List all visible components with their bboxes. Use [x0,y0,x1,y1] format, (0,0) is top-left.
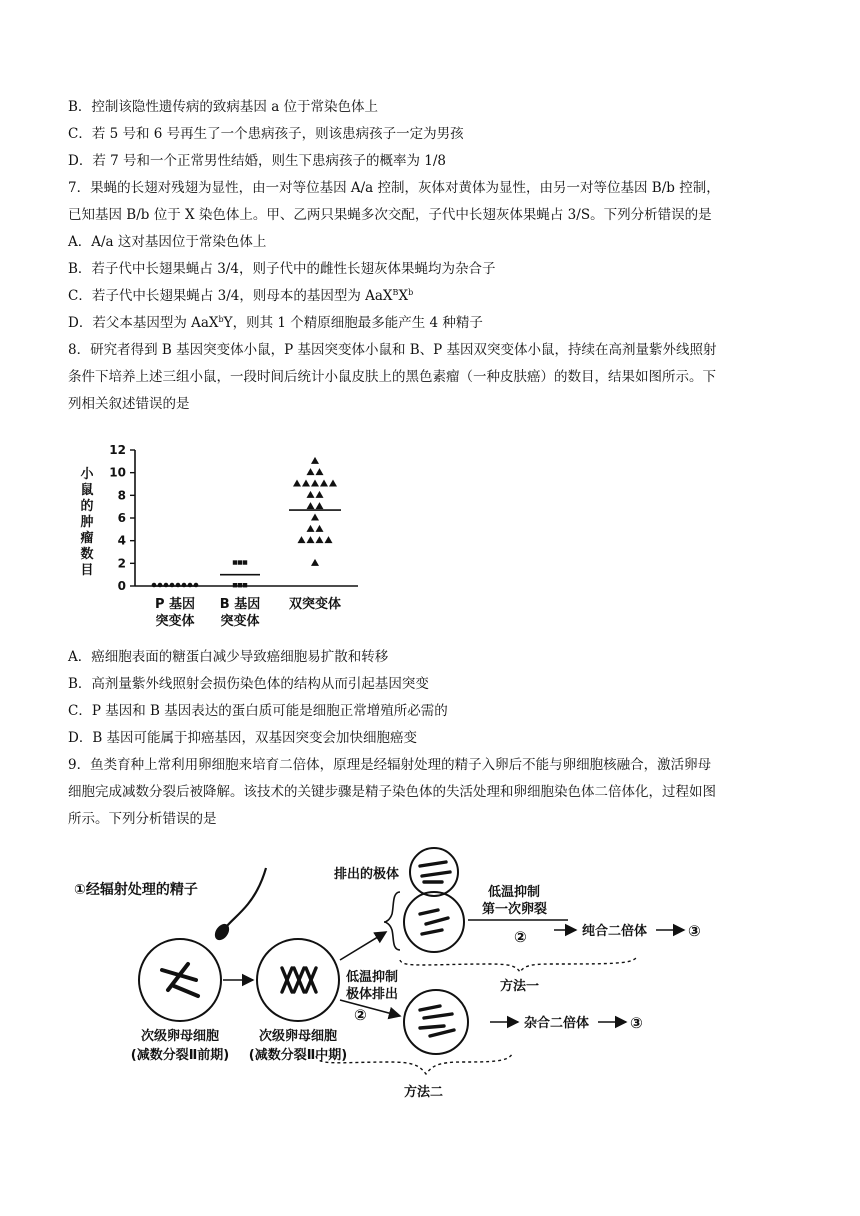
chart-ylabel [80,467,94,578]
q7-option-d-post: Y，则其 1 个精原细胞最多能产生 4 种精子 [223,315,483,331]
data-point [238,583,242,587]
oocyte-prophase-cell [139,939,221,1021]
q7-option-d-sup: b [218,315,224,324]
method1-step-label2: 第一次卵裂 [482,902,548,917]
q7-option-a: A．A/a 这对基因位于常染色体上 [68,234,267,250]
method2-label: 方法二 [404,1085,444,1100]
data-point [307,536,315,543]
ylabel-char: 的 [80,499,94,514]
method1-result: 纯合二倍体 [582,924,648,939]
ylabel-char: 瘤 [80,531,94,546]
data-point [311,457,319,464]
q8-stem-line2: 条件下培养上述三组小鼠，一段时间后统计小鼠皮肤上的黑色素瘤（一种皮肤癌）的数目，结果如图所示。下 [68,369,716,385]
q9-stem-line3: 所示。下列分析错误的是 [68,811,217,827]
data-point [302,480,310,487]
method2-step-label2: 极体排出 [346,987,399,1002]
q9-stem-line1: 9．鱼类育种上常利用卵细胞来培育二倍体，原理是经辐射处理的精子入卵后不能与卵细胞核融合，激活卵母 [68,757,712,773]
q8-option-c: C．P 基因和 B 基因表达的蛋白质可能是细胞正常增殖所必需的 [68,703,448,719]
category-label: P 基因 [154,597,196,612]
y-tick-label: 0 [117,579,126,593]
data-point [316,468,324,475]
y-tick-label: 8 [117,488,126,503]
data-point [307,525,315,532]
y-tick-label: 2 [117,556,126,571]
method1-bracket [400,958,636,972]
category-label: 突变体 [220,614,260,629]
y-tick-label: 4 [117,533,126,548]
method2-cell [404,990,468,1054]
brace [384,892,400,950]
chromosome-icon [282,968,316,992]
q9-stem-line2: 细胞完成减数分裂后被降解。该技术的关键步骤是精子染色体的失活处理和卵细胞染色体二倍体化，过程如图 [68,784,716,800]
q6-option-b: B．控制该隐性遗传病的致病基因 a 位于常染色体上 [68,99,379,115]
cell2-stage-label: (减数分裂Ⅱ中期) [248,1048,348,1063]
data-point [329,480,337,487]
data-point [307,468,315,475]
category-label: 双突变体 [288,597,342,612]
q7-option-d [68,313,483,333]
data-point [311,514,319,521]
q8-option-a: A．癌细胞表面的糖蛋白减少导致癌细胞易扩散和转移 [68,649,389,665]
q7-option-c [68,286,413,306]
method1-result-step: ③ [688,922,701,940]
method1-label: 方法一 [500,979,540,994]
data-point [293,480,301,487]
category-label: B 基因 [219,597,261,612]
category-label: 突变体 [155,614,195,629]
method1-step-number: ② [514,928,527,946]
data-point [311,480,319,487]
q7-stem-line2: 已知基因 B/b 位于 X 染色体上。甲、乙两只果蝇多次交配，子代中长翅灰体果蝇占 3/S。下列分析错误的是 [68,207,712,223]
ylabel-char: 鼠 [80,483,94,498]
method2-step-label1: 低温抑制 [346,970,399,985]
data-point [238,560,242,564]
ylabel-char: 小 [80,467,94,482]
method2-result-step: ③ [630,1014,643,1032]
q8-option-d: D．B 基因可能属于抑癌基因，双基因突变会加快细胞癌变 [68,730,418,746]
q7-option-c-sup2: b [408,288,414,297]
process-diagram [70,840,750,1110]
data-point [243,560,247,564]
data-point [325,536,333,543]
q8-stem-line1: 8．研究者得到 B 基因突变体小鼠，P 基因突变体小鼠和 B、P 基因双突变体小鼠，持续在高剂量紫外线照射 [68,342,717,358]
y-tick-label: 10 [109,465,126,480]
cell1-stage-label: (减数分裂Ⅱ前期) [130,1048,230,1063]
data-point [298,536,306,543]
q7-option-c-mid: X [398,288,409,304]
arrow [340,932,386,960]
y-tick-label: 12 [109,443,126,457]
cell1-label: 次级卵母细胞 [140,1029,220,1044]
q7-option-c-sup1: B [392,288,399,297]
ylabel-char: 肿 [80,515,94,530]
chromosome-icon [162,964,198,996]
q6-option-d: D．若 7 号和一个正常男性结婚，则生下患病孩子的概率为 1/8 [68,153,447,169]
data-point [316,536,324,543]
sperm-icon [227,868,266,926]
sperm-label: ①经辐射处理的精子 [74,882,198,898]
cell2-label: 次级卵母细胞 [258,1029,338,1044]
q8-option-b: B．高剂量紫外线照射会损伤染色体的结构从而引起基因突变 [68,676,429,692]
data-point [233,560,237,564]
tumor-chart [60,430,380,640]
chromosome-icon [420,910,448,934]
q8-stem-line3: 列相关叙述错误的是 [68,396,190,412]
polar-body-label: 排出的极体 [334,867,400,882]
q7-stem-line1: 7．果蝇的长翅对残翅为显性，由一对等位基因 A/a 控制，灰体对黄体为显性，由另一对等位基因 B/b 控制， [68,180,720,196]
chromosome-icon [420,1006,454,1036]
q7-option-c-text: C．若子代中长翅果蝇占 3/4，则母本的基因型为 AaX [68,288,393,304]
data-point [316,491,324,498]
method2-result: 杂合二倍体 [524,1016,590,1031]
method1-step-label1: 低温抑制 [488,885,541,900]
arrow [340,1000,400,1016]
data-point [243,583,247,587]
ylabel-char: 数 [80,547,94,562]
q7-option-b: B．若子代中长翅果蝇占 3/4，则子代中的雌性长翅灰体果蝇均为杂合子 [68,261,496,277]
data-point [316,525,324,532]
chromosome-icon [420,862,450,882]
q6-option-c: C．若 5 号和 6 号再生了一个患病孩子，则该患病孩子一定为男孩 [68,126,464,142]
y-tick-label: 6 [117,511,126,525]
ylabel-char: 目 [80,563,94,578]
data-point [316,502,324,509]
data-point [320,480,328,487]
data-point [307,491,315,498]
method2-step-number: ② [354,1006,367,1024]
q7-option-d-text: D．若父本基因型为 AaX [68,315,219,331]
data-point [307,502,315,509]
data-point [311,559,319,566]
data-point [233,583,237,587]
